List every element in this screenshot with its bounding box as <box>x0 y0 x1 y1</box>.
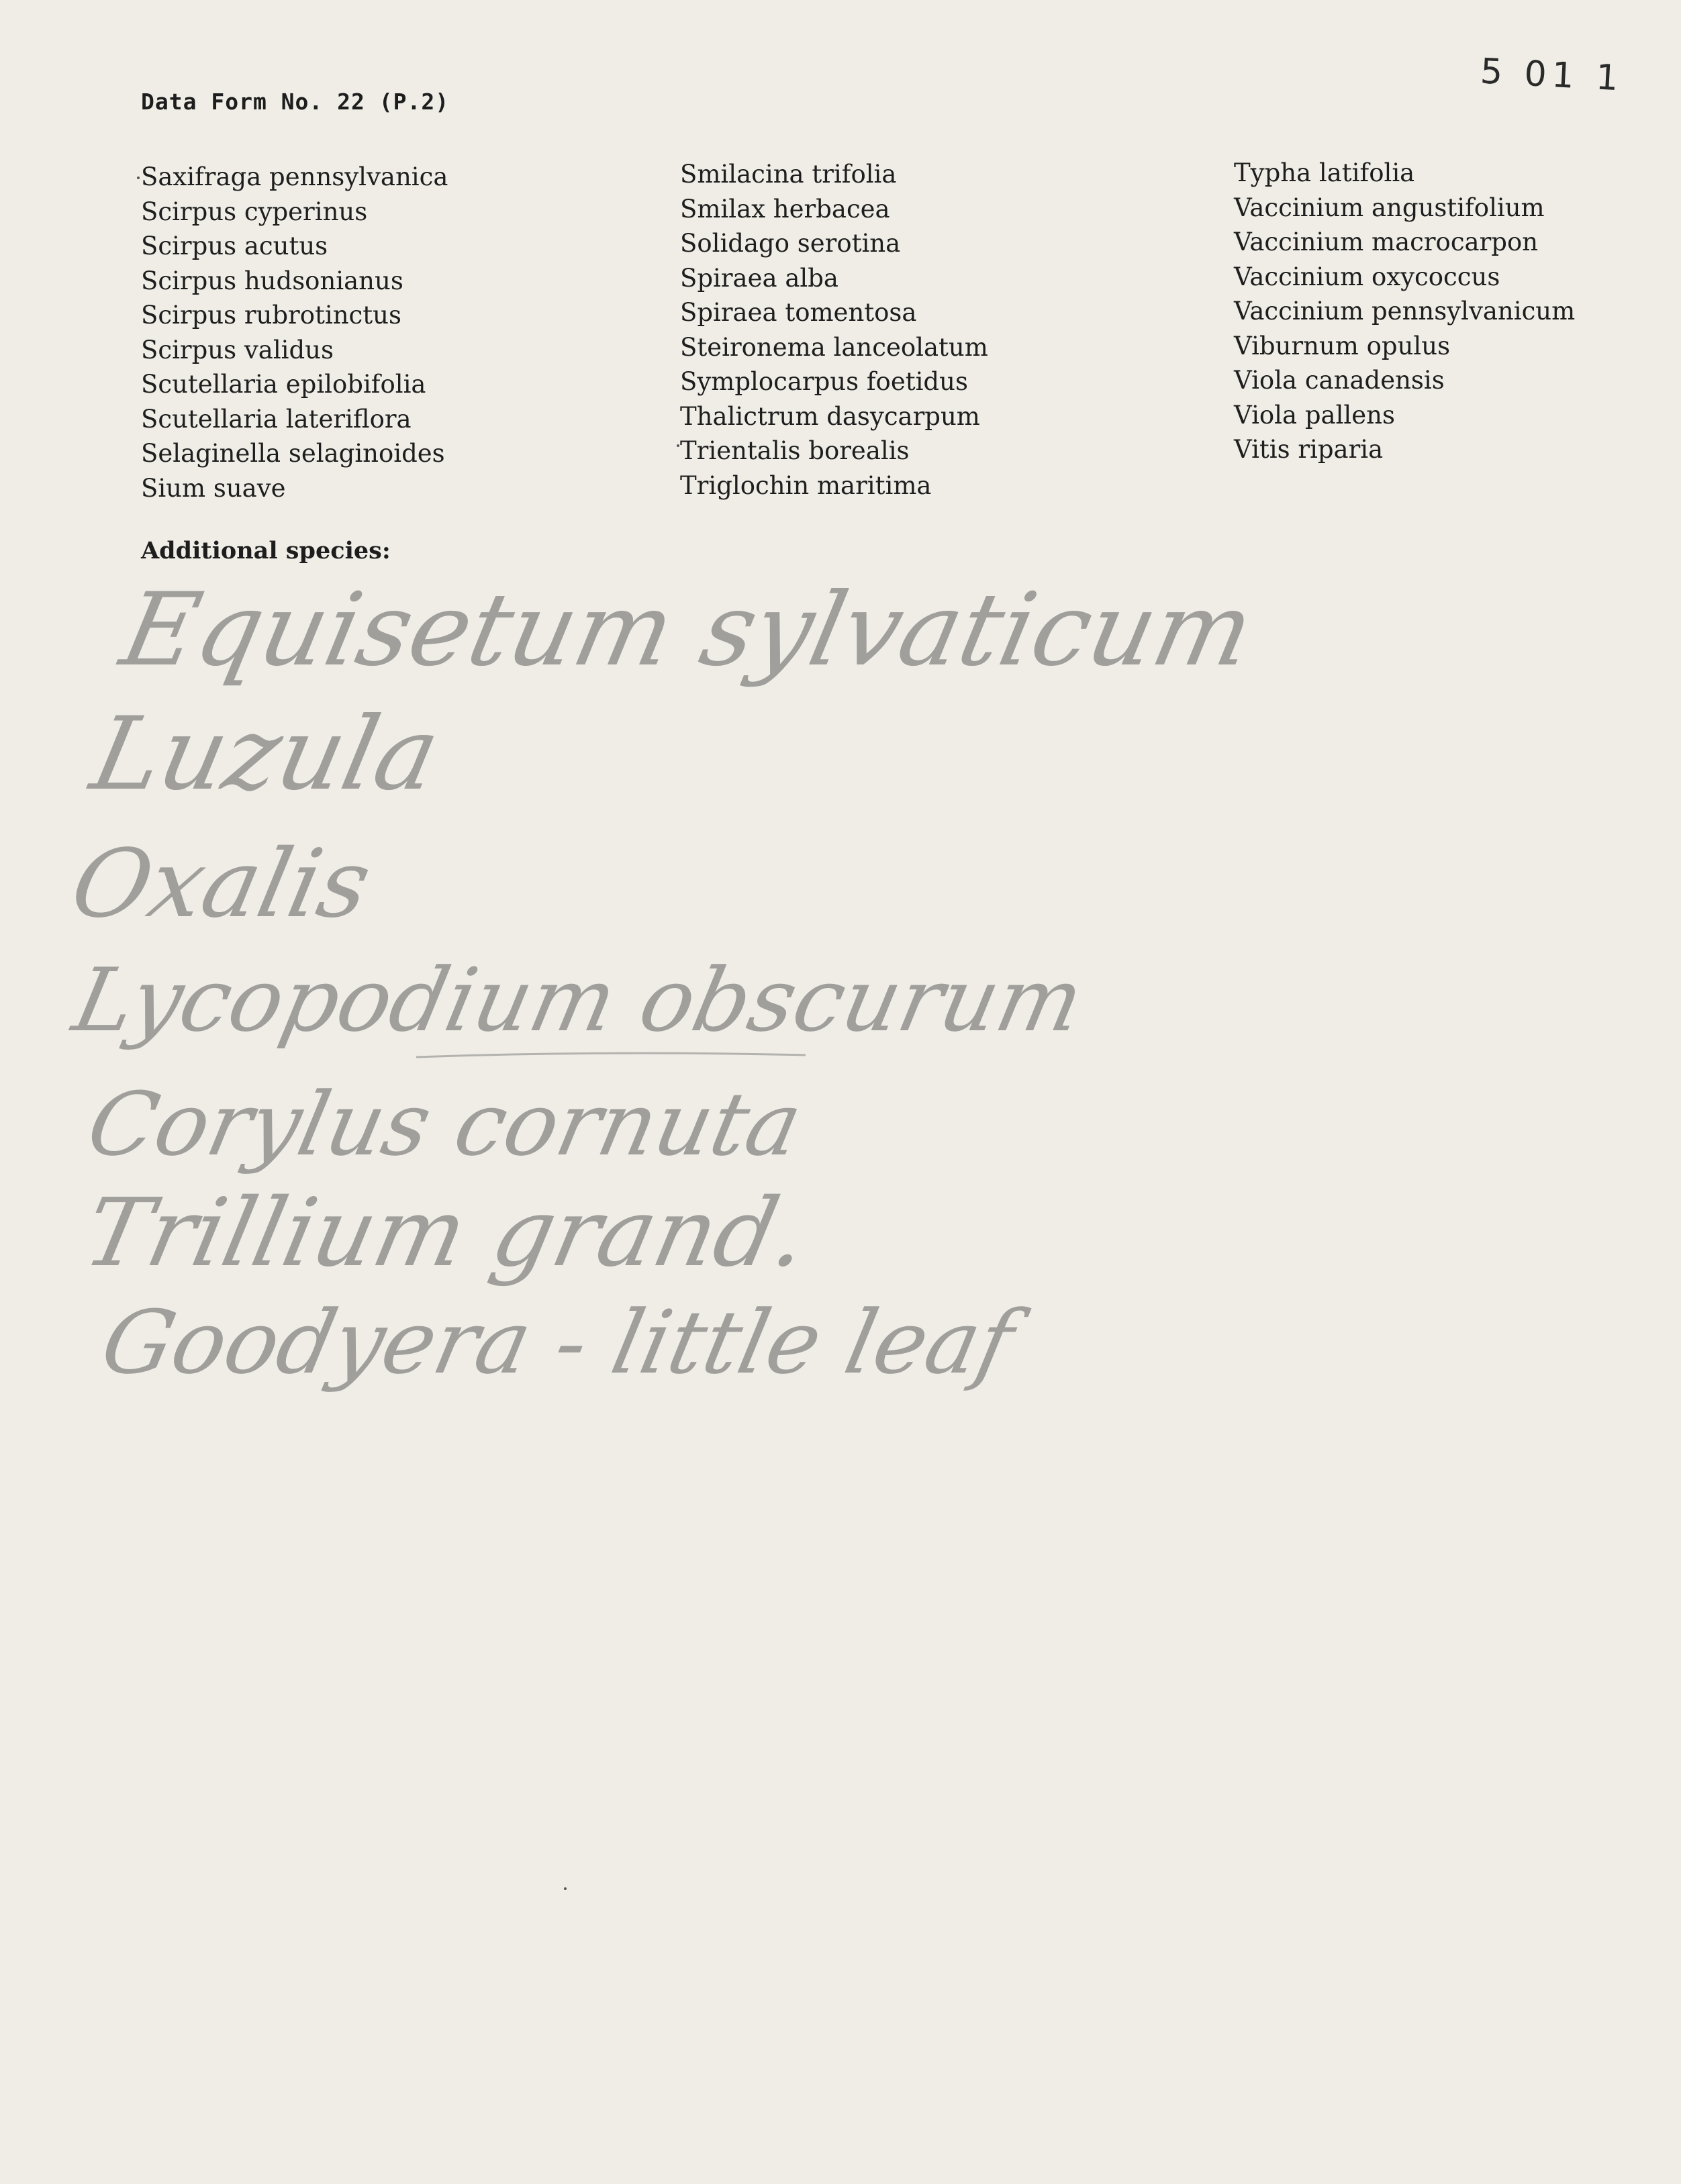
species-item: Viburnum opulus <box>1234 331 1451 360</box>
additional-species-label: Additional species: <box>141 537 391 564</box>
handwritten-entry: Goodyera - little leaf <box>93 1292 1022 1394</box>
pencil-stroke <box>416 1053 806 1057</box>
species-item: Vaccinium pennsylvanicum <box>1234 297 1576 326</box>
handwritten-entry: Luzula <box>82 695 450 813</box>
species-item: Scirpus cyperinus <box>141 197 368 226</box>
species-item: Smilax herbacea <box>680 194 890 224</box>
species-item: Triglochin maritima <box>680 470 932 500</box>
species-item: Viola canadensis <box>1234 366 1445 395</box>
species-item: Typha latifolia <box>1234 158 1415 187</box>
handwritten-entry: Trillium grand. <box>75 1179 818 1288</box>
species-item: Thalictrum dasycarpum <box>680 401 980 431</box>
species-item: Scutellaria epilobifolia <box>141 370 426 399</box>
species-item: Vaccinium oxycoccus <box>1234 262 1500 291</box>
species-item: Trientalis borealis <box>680 436 910 465</box>
species-item: Vitis riparia <box>1234 435 1384 464</box>
species-item: Spiraea alba <box>680 263 838 293</box>
species-item: Scirpus validus <box>141 335 334 364</box>
species-item: Spiraea tomentosa <box>680 298 917 327</box>
paper-speck <box>564 1887 567 1890</box>
species-item: Scirpus hudsonianus <box>141 266 403 295</box>
handwritten-entry: Equisetum sylvaticum <box>112 570 1263 689</box>
species-item: Solidago serotina <box>680 229 901 258</box>
species-item: Smilacina trifolia <box>680 160 897 189</box>
species-item: Scirpus acutus <box>141 232 328 260</box>
paper-speck <box>137 177 140 179</box>
species-item: Sium suave <box>141 473 286 503</box>
species-item: Vaccinium macrocarpon <box>1234 228 1539 256</box>
species-item: Steironema lanceolatum <box>680 332 988 362</box>
species-item: Viola pallens <box>1234 400 1395 430</box>
page-number-stamp: 5 01 1 <box>1479 51 1625 99</box>
paper-speck <box>677 444 679 447</box>
handwritten-entry: Lycopodium obscurum <box>64 950 1092 1052</box>
species-item: Vaccinium angustifolium <box>1234 193 1545 222</box>
species-item: Scutellaria lateriflora <box>141 404 412 434</box>
handwritten-entry: Corylus cornuta <box>79 1074 810 1176</box>
species-item: Symplocarpus foetidus <box>680 367 968 396</box>
species-item: Scirpus rubrotinctus <box>141 301 401 330</box>
handwritten-entry: Oxalis <box>62 830 380 939</box>
species-item: Saxifraga pennsylvanica <box>141 162 448 191</box>
species-item: Selaginella selaginoides <box>141 439 445 468</box>
form-title: Data Form No. 22 (P.2) <box>141 89 450 115</box>
